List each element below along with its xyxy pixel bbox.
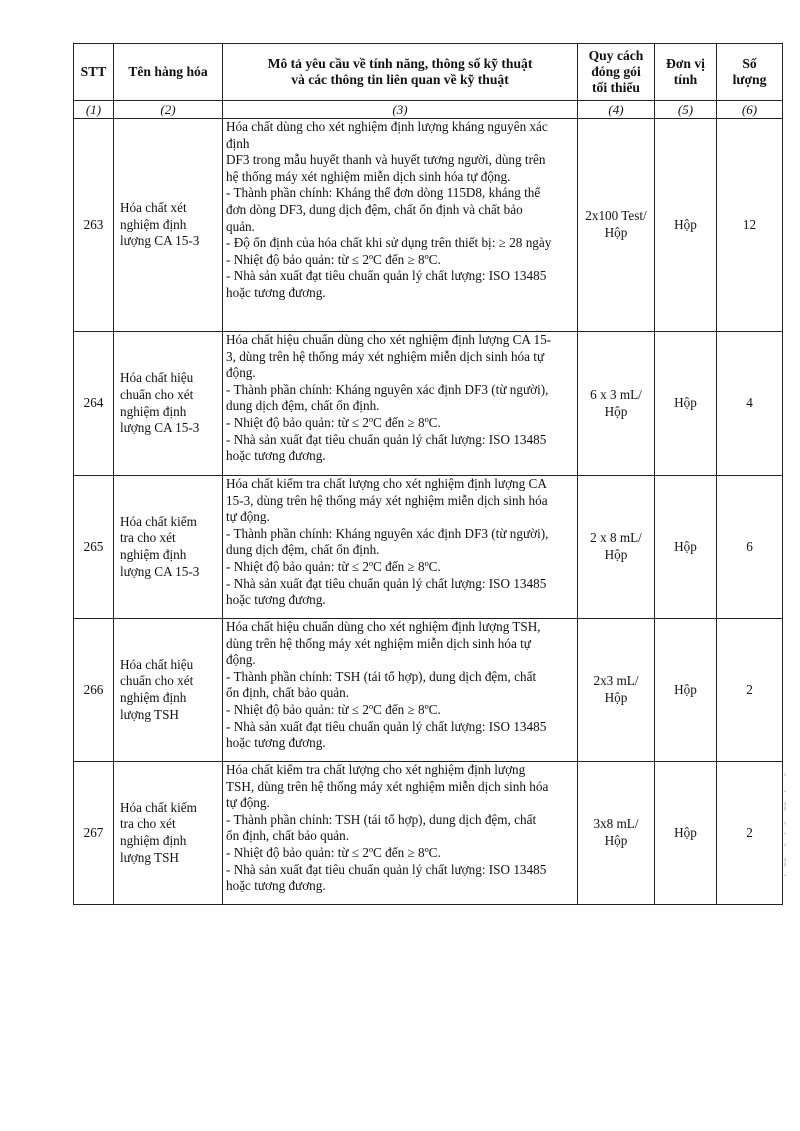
row-unit: Hộp (655, 762, 717, 905)
text-line: đóng gói (591, 64, 641, 79)
text-line: Hóa chất hiệu chuẩn dùng cho xét nghiệm định lượng TSH, (226, 619, 541, 634)
text-line: 2x100 Test/ (585, 208, 647, 224)
header-packaging (578, 44, 655, 101)
row-item-name (114, 619, 223, 762)
row-quantity: 12 (717, 119, 783, 332)
text-line: nghiệm định (120, 403, 187, 419)
text-line: 2 x 8 mL/ (590, 530, 642, 546)
row-packaging (578, 762, 655, 905)
text-line: dung dịch đệm, chất ổn định. (226, 542, 380, 558)
row-quantity: 2 (717, 619, 783, 762)
text-line: dùng trên hệ thống máy xét nghiệm miễn dịch sinh hóa tự (226, 635, 531, 651)
text-line: - Nhà sản xuất đạt tiêu chuẩn quản lý chất lượng: ISO 13485 (226, 431, 547, 447)
text-line: 3x8 mL/ (593, 816, 639, 832)
text-line: Hộp (604, 690, 628, 705)
text-line: - Nhiệt độ bảo quản: từ ≤ 2ºC đến ≥ 8ºC. (226, 558, 441, 574)
text-line: Hóa chất xét (120, 200, 187, 216)
text-line: đơn dòng DF3, dung dịch đệm, chất ổn định và chất bảo (226, 201, 523, 217)
text-line: - Nhà sản xuất đạt tiêu chuẩn quản lý chất lượng: ISO 13485 (226, 718, 547, 734)
text-line: định (226, 135, 250, 151)
text-line: hoặc tương đương. (226, 284, 326, 300)
specification-table (73, 43, 783, 905)
row-packaging (578, 332, 655, 476)
text-line: nghiệm định (120, 833, 187, 848)
row-unit: Hộp (655, 119, 717, 332)
row-packaging (578, 119, 655, 332)
text-line: hoặc tương đương. (226, 592, 326, 608)
text-line: và các thông tin liên quan về kỹ thuật (291, 72, 509, 87)
text-line: - Thành phần chính: Kháng thể đơn dòng 115D8, kháng thể (226, 185, 541, 201)
text-line: Tên hàng hóa (128, 64, 208, 79)
text-line: - Nhà sản xuất đạt tiêu chuẩn quản lý chất lượng: ISO 13485 (226, 861, 547, 877)
text-line: chuẩn cho xét (120, 673, 194, 689)
text-line: ổn định, chất bảo quản. (226, 828, 350, 844)
row-quantity: 4 (717, 332, 783, 476)
text-line: tự động. (226, 795, 270, 811)
text-line: Hóa chất kiểm (120, 513, 197, 529)
row-description (223, 119, 578, 332)
text-line: - Nhiệt độ bảo quản: từ ≤ 2ºC đến ≥ 8ºC. (226, 701, 441, 717)
column-number-row (74, 101, 783, 119)
text-line: Hóa chất hiệu (120, 656, 194, 672)
text-line: Mô tả yêu cầu về tính năng, thông số kỹ thuật (267, 56, 533, 71)
text-line: hoặc tương đương. (226, 878, 326, 894)
row-item-name (114, 119, 223, 332)
row-quantity: 2 (717, 762, 783, 905)
row-description (223, 332, 578, 476)
text-line: Hộp (604, 833, 628, 848)
column-number: (1) (74, 101, 114, 119)
text-line: Hóa chất dùng cho xét nghiệm định lượng kháng nguyên xác (226, 119, 548, 134)
text-line: nghiệm định (120, 547, 187, 562)
text-line: STT (80, 64, 107, 79)
row-stt: 267 (74, 762, 114, 905)
text-line: Hóa chất hiệu chuẩn dùng cho xét nghiệm định lượng CA 15- (226, 332, 552, 347)
text-line: 15-3, dùng trên hệ thống máy xét nghiệm miễn dịch sinh hóa (226, 492, 548, 508)
margin-scan-marks: ˈ · ¦ ˌ · ˈ ¦ · (783, 773, 787, 882)
text-line: DF3 trong mẫu huyết thanh và huyết tương người, dùng trên (226, 152, 546, 168)
row-unit: Hộp (655, 476, 717, 619)
row-item-name (114, 762, 223, 905)
text-line: Hóa chất hiệu (120, 370, 194, 386)
row-unit: Hộp (655, 619, 717, 762)
text-line: Quy cách (588, 48, 644, 63)
column-number: (2) (114, 101, 223, 119)
column-number: (6) (717, 101, 783, 119)
row-item-name (114, 476, 223, 619)
row-description (223, 762, 578, 905)
text-line: hoặc tương đương. (226, 448, 326, 464)
header-item-name (114, 44, 223, 101)
table-row (74, 619, 783, 762)
row-packaging (578, 476, 655, 619)
text-line: Hóa chất kiểm tra chất lượng cho xét nghiệm định lượng (226, 762, 526, 777)
row-stt: 264 (74, 332, 114, 476)
text-line: chuẩn cho xét (120, 386, 194, 402)
text-line: - Nhiệt độ bảo quản: từ ≤ 2ºC đến ≥ 8ºC. (226, 844, 441, 860)
text-line: - Nhiệt độ bảo quản: từ ≤ 2ºC đến ≥ 8ºC. (226, 251, 441, 267)
row-packaging (578, 619, 655, 762)
text-line: - Thành phần chính: Kháng nguyên xác định DF3 (từ người), (226, 525, 549, 541)
table-row (74, 762, 783, 905)
text-line: động. (226, 652, 256, 668)
text-line: lượng CA 15-3 (120, 563, 200, 579)
row-stt: 266 (74, 619, 114, 762)
text-line: Đơn vị (666, 56, 705, 71)
text-line: lượng TSH (120, 706, 179, 722)
text-line: tự động. (226, 509, 270, 525)
text-line: Hộp (604, 225, 628, 240)
text-line: 6 x 3 mL/ (590, 386, 642, 402)
text-line: 3, dùng trên hệ thống máy xét nghiệm miễn dịch sinh hóa tự (226, 348, 545, 364)
text-line: - Độ ổn định của hóa chất khi sử dụng trên thiết bị: ≥ 28 ngày (226, 235, 552, 251)
text-line: TSH, dùng trên hệ thống máy xét nghiệm miễn dịch sinh hóa (226, 778, 549, 794)
row-item-name (114, 332, 223, 476)
column-number: (3) (223, 101, 578, 119)
text-line: - Thành phần chính: TSH (tái tổ hợp), dung dịch đệm, chất (226, 811, 537, 827)
text-line: - Thành phần chính: TSH (tái tổ hợp), dung dịch đệm, chất (226, 668, 537, 684)
row-quantity: 6 (717, 476, 783, 619)
text-line: - Nhà sản xuất đạt tiêu chuẩn quản lý chất lượng: ISO 13485 (226, 268, 547, 284)
header-row (74, 44, 783, 101)
text-line: dung dịch đệm, chất ổn định. (226, 398, 380, 414)
text-line: lượng CA 15-3 (120, 233, 200, 249)
text-line: - Thành phần chính: Kháng nguyên xác định DF3 (từ người), (226, 381, 549, 397)
text-line: tối thiểu (592, 80, 640, 95)
text-line: 2x3 mL/ (593, 673, 639, 689)
text-line: ổn định, chất bảo quản. (226, 685, 350, 701)
text-line: tra cho xét (120, 530, 176, 546)
text-line: Hóa chất kiểm (120, 799, 197, 815)
row-stt: 265 (74, 476, 114, 619)
text-line: Hộp (604, 403, 628, 419)
text-line: quản. (226, 218, 255, 234)
header-stt (74, 44, 114, 101)
header-quantity (717, 44, 783, 101)
text-line: Hộp (604, 547, 628, 562)
text-line: lượng TSH (120, 849, 179, 865)
table-row (74, 476, 783, 619)
table-row (74, 119, 783, 332)
text-line: tra cho xét (120, 816, 176, 832)
row-description (223, 619, 578, 762)
table-row (74, 332, 783, 476)
header-description (223, 44, 578, 101)
text-line: động. (226, 365, 256, 381)
text-line: lượng (732, 72, 767, 87)
document-page (73, 43, 782, 905)
text-line: hoặc tương đương. (226, 735, 326, 751)
text-line: hệ thống máy xét nghiệm miễn dịch sinh hóa tự động. (226, 168, 511, 184)
header-unit (655, 44, 717, 101)
column-number: (4) (578, 101, 655, 119)
text-line: Số (742, 56, 757, 71)
text-line: nghiệm định (120, 690, 187, 705)
text-line: - Nhà sản xuất đạt tiêu chuẩn quản lý chất lượng: ISO 13485 (226, 575, 547, 591)
row-stt: 263 (74, 119, 114, 332)
column-number: (5) (655, 101, 717, 119)
text-line: nghiệm định (120, 216, 187, 232)
row-description (223, 476, 578, 619)
row-unit: Hộp (655, 332, 717, 476)
text-line: tính (673, 72, 698, 87)
text-line: - Nhiệt độ bảo quản: từ ≤ 2ºC đến ≥ 8ºC. (226, 414, 441, 430)
text-line: lượng CA 15-3 (120, 420, 200, 436)
text-line: Hóa chất kiểm tra chất lượng cho xét nghiệm định lượng CA (226, 476, 547, 491)
